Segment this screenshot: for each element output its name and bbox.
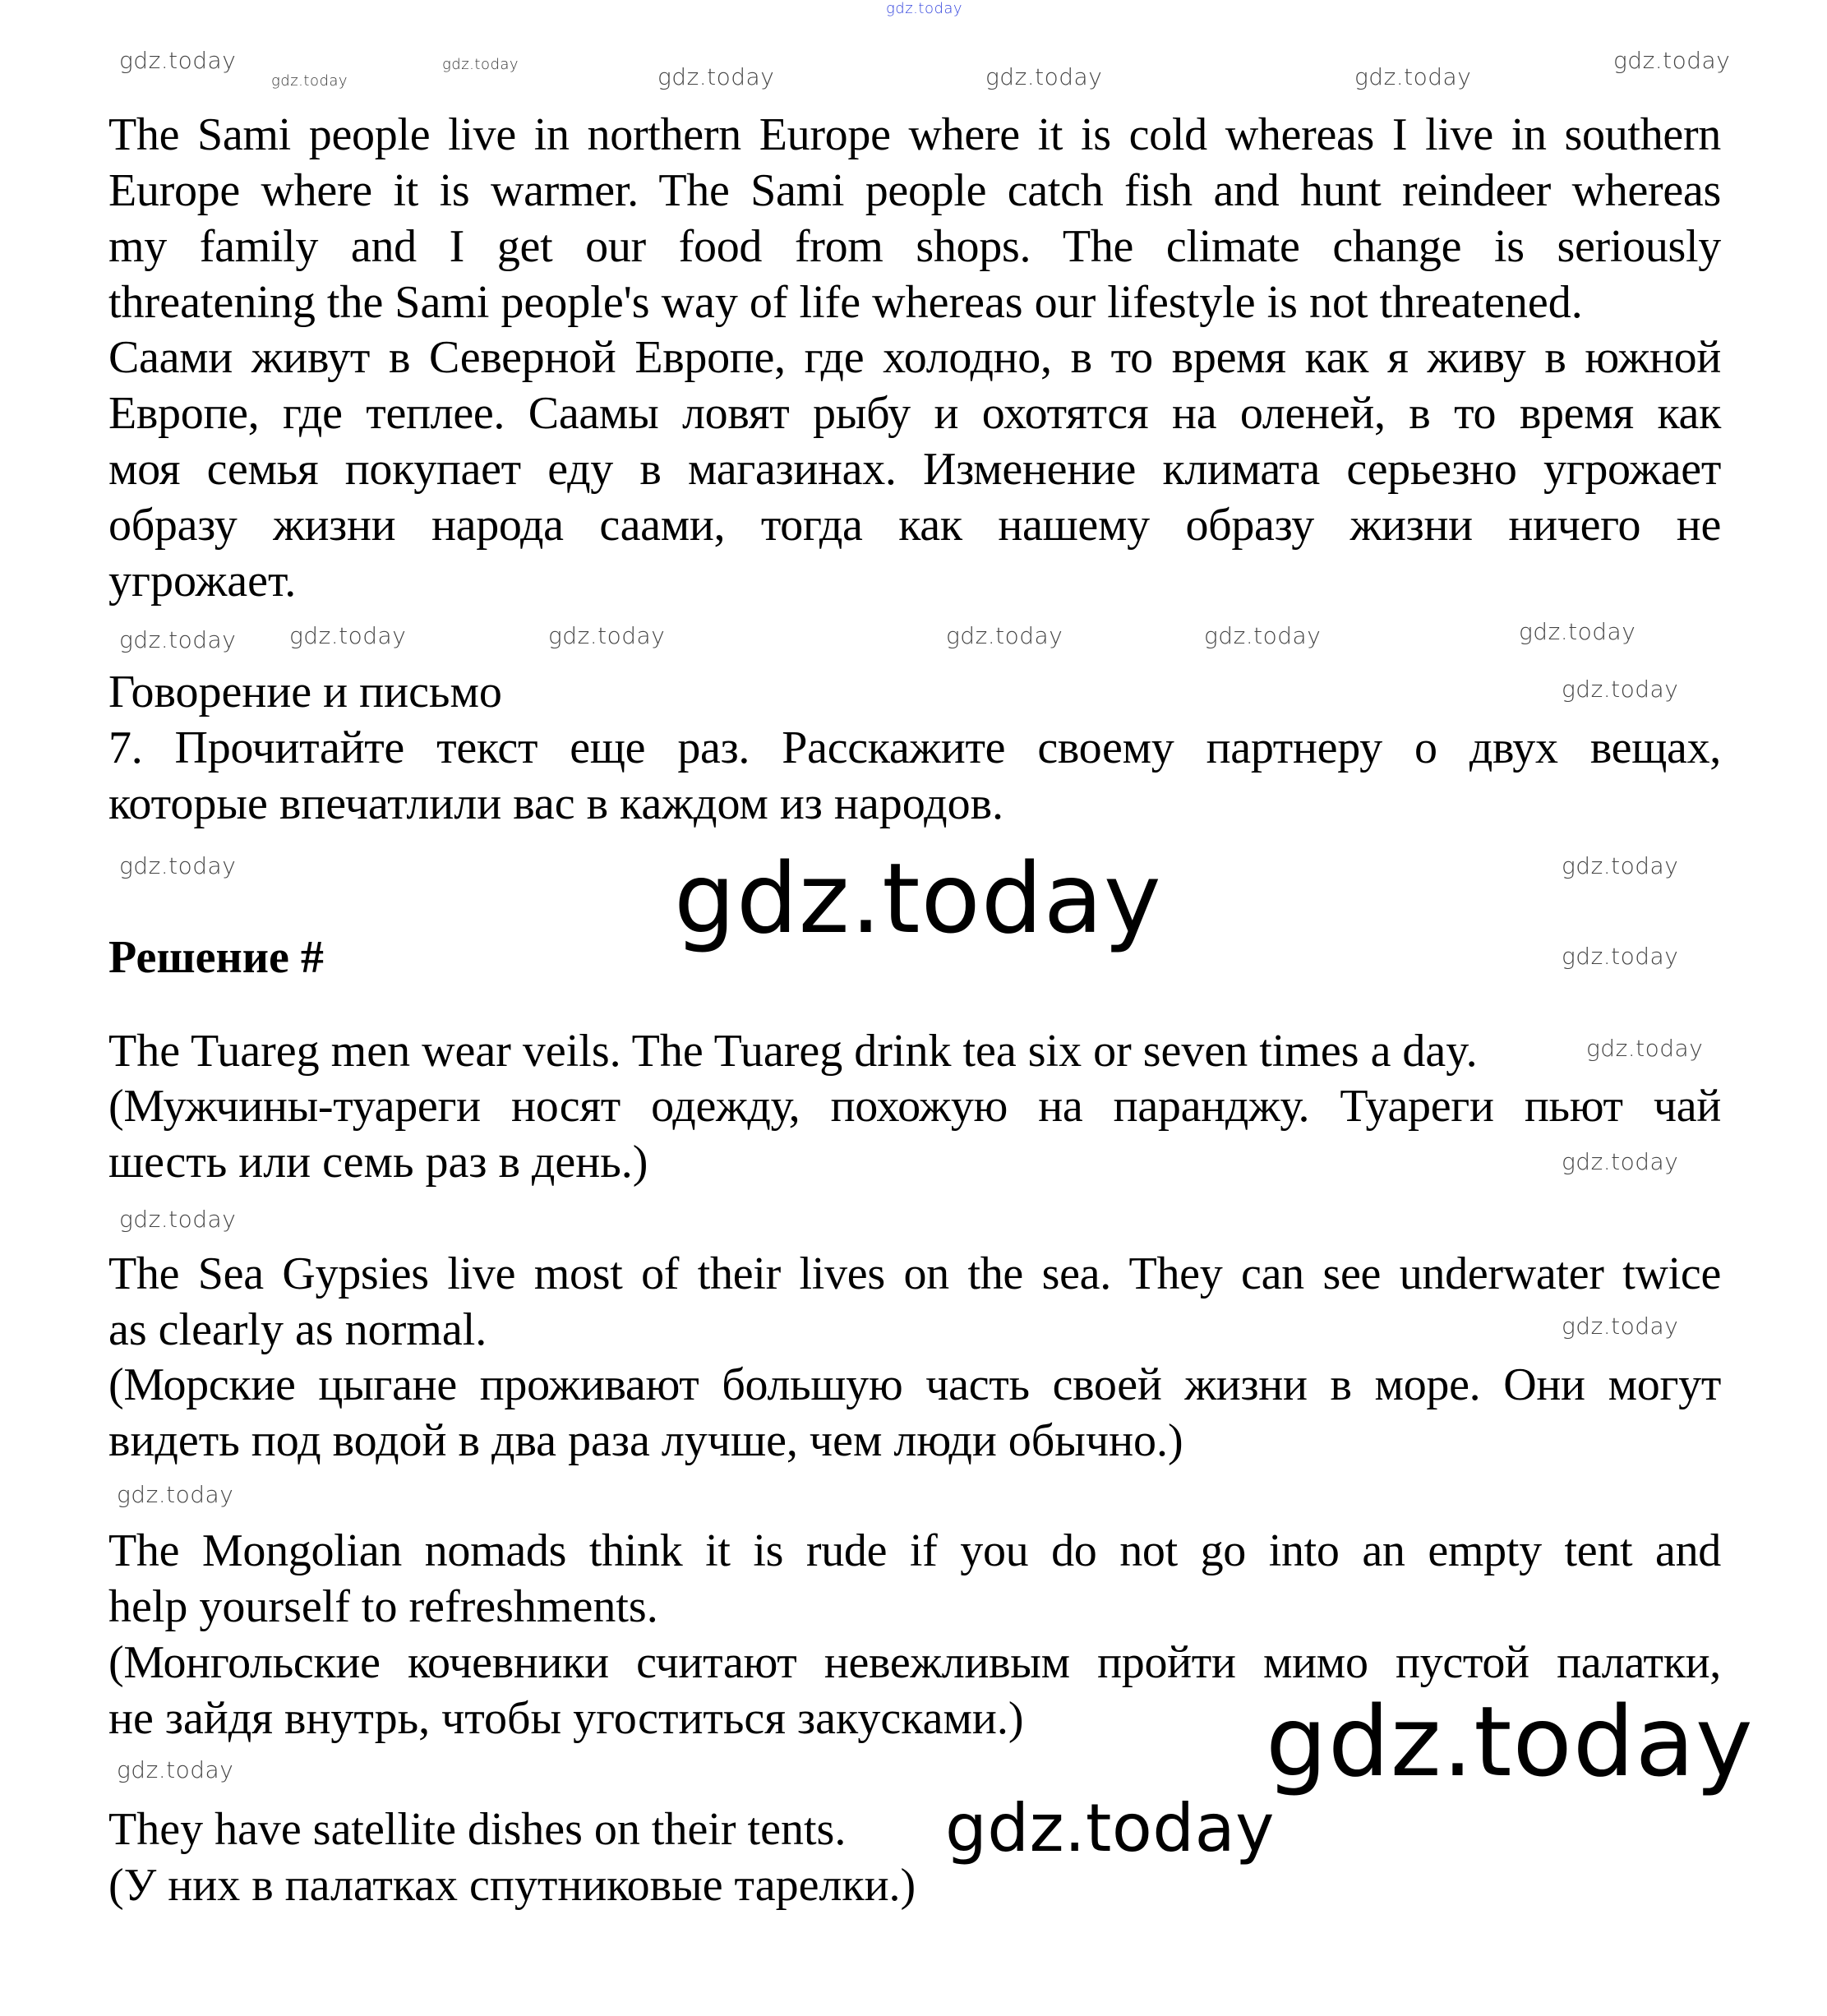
watermark: gdz.today xyxy=(117,1756,234,1783)
text-line: (У них в палатках спутниковые тарелки.) xyxy=(108,1860,916,1911)
watermark: gdz.today xyxy=(119,47,237,74)
watermark: gdz.today xyxy=(1266,1685,1754,1798)
mongolian-english-paragraph xyxy=(108,1523,1721,1635)
watermark: gdz.today xyxy=(1562,1148,1679,1175)
sea-gypsies-russian-paragraph xyxy=(108,1357,1721,1469)
sami-russian-paragraph xyxy=(108,330,1721,609)
text-line: угрожает. xyxy=(108,556,297,607)
watermark: gdz.today xyxy=(119,626,237,653)
tuareg-english-paragraph xyxy=(108,1023,1721,1079)
watermark: gdz.today xyxy=(1562,676,1679,703)
text-line: 7. Прочитайте текст еще раз. Расскажите своему партнеру о двух вещах, xyxy=(108,722,1721,773)
text-line: Решение # xyxy=(108,932,324,983)
watermark: gdz.today xyxy=(1204,622,1322,649)
watermark: gdz.today xyxy=(1354,63,1472,90)
text-line: Европе, где теплее. Саамы ловят рыбу и охотятся на оленей, в то время как xyxy=(108,388,1721,439)
text-line: Саами живут в Северной Европе, где холодно, в то время как я живу в южной xyxy=(108,332,1721,383)
tuareg-russian-paragraph xyxy=(108,1078,1721,1190)
text-line: threatening the Sami people's way of life whereas our lifestyle is not threatened. xyxy=(108,277,1583,328)
watermark: gdz.today xyxy=(1586,1035,1704,1062)
section-heading-paragraph xyxy=(108,664,1721,720)
watermark: gdz.today xyxy=(985,63,1103,90)
text-line: образу жизни народа саами, тогда как нашему образу жизни ничего не xyxy=(108,500,1721,551)
text-line: моя семья покупает еду в магазинах. Изменение климата серьезно угрожает xyxy=(108,444,1721,495)
watermark: gdz.today xyxy=(945,1790,1275,1866)
text-line: (Морские цыгане проживают большую часть своей жизни в море. Они могут xyxy=(108,1359,1721,1410)
watermark: gdz.today xyxy=(946,622,1063,649)
watermark: gdz.today xyxy=(119,1206,237,1233)
watermark: gdz.today xyxy=(119,852,237,879)
task-7-paragraph xyxy=(108,720,1721,832)
satellite-english-paragraph xyxy=(108,1801,1721,1857)
text-line: Говорение и письмо xyxy=(108,667,502,717)
text-line: видеть под водой в два раза лучше, чем люди обычно.) xyxy=(108,1415,1183,1466)
text-line: (Монгольские кочевники считают невежливым пройти мимо пустой палатки, xyxy=(108,1637,1721,1688)
text-line: as clearly as normal. xyxy=(108,1304,487,1355)
text-line: не зайдя внутрь, чтобы угоститься закусками.) xyxy=(108,1693,1024,1744)
watermark: gdz.today xyxy=(657,63,775,90)
watermark: gdz.today xyxy=(1562,852,1679,879)
text-line: The Sea Gypsies live most of their lives on the sea. They can see underwater twice xyxy=(108,1248,1721,1299)
watermark: gdz.today xyxy=(548,622,666,649)
text-line: шесть или семь раз в день.) xyxy=(108,1137,648,1188)
text-line: help yourself to refreshments. xyxy=(108,1581,658,1632)
watermark: gdz.today xyxy=(1562,943,1679,970)
watermark: gdz.today xyxy=(117,1481,234,1508)
text-line: Europe where it is warmer. The Sami people catch fish and hunt reindeer whereas xyxy=(108,165,1721,216)
watermark: gdz.today xyxy=(271,72,348,90)
watermark: gdz.today xyxy=(886,0,963,17)
text-line: (Мужчины-туареги носят одежду, похожую на паранджу. Туареги пьют чай xyxy=(108,1081,1721,1132)
text-line: The Tuareg men wear veils. The Tuareg drink tea six or seven times a day. xyxy=(108,1026,1478,1077)
sami-english-paragraph xyxy=(108,107,1721,330)
text-line: которые впечатлили вас в каждом из народов. xyxy=(108,778,1004,829)
watermark: gdz.today xyxy=(674,842,1162,955)
watermark: gdz.today xyxy=(442,56,519,73)
text-line: They have satellite dishes on their tents. xyxy=(108,1804,847,1855)
sea-gypsies-english-paragraph xyxy=(108,1246,1721,1358)
watermark: gdz.today xyxy=(1562,1312,1679,1340)
watermark: gdz.today xyxy=(1519,618,1636,645)
satellite-russian-paragraph xyxy=(108,1857,1721,1913)
watermark: gdz.today xyxy=(289,622,407,649)
text-line: The Mongolian nomads think it is rude if you do not go into an empty tent and xyxy=(108,1525,1721,1576)
watermark: gdz.today xyxy=(1613,47,1731,74)
text-line: The Sami people live in northern Europe where it is cold whereas I live in southern xyxy=(108,109,1721,160)
text-line: my family and I get our food from shops. The climate change is seriously xyxy=(108,221,1721,272)
